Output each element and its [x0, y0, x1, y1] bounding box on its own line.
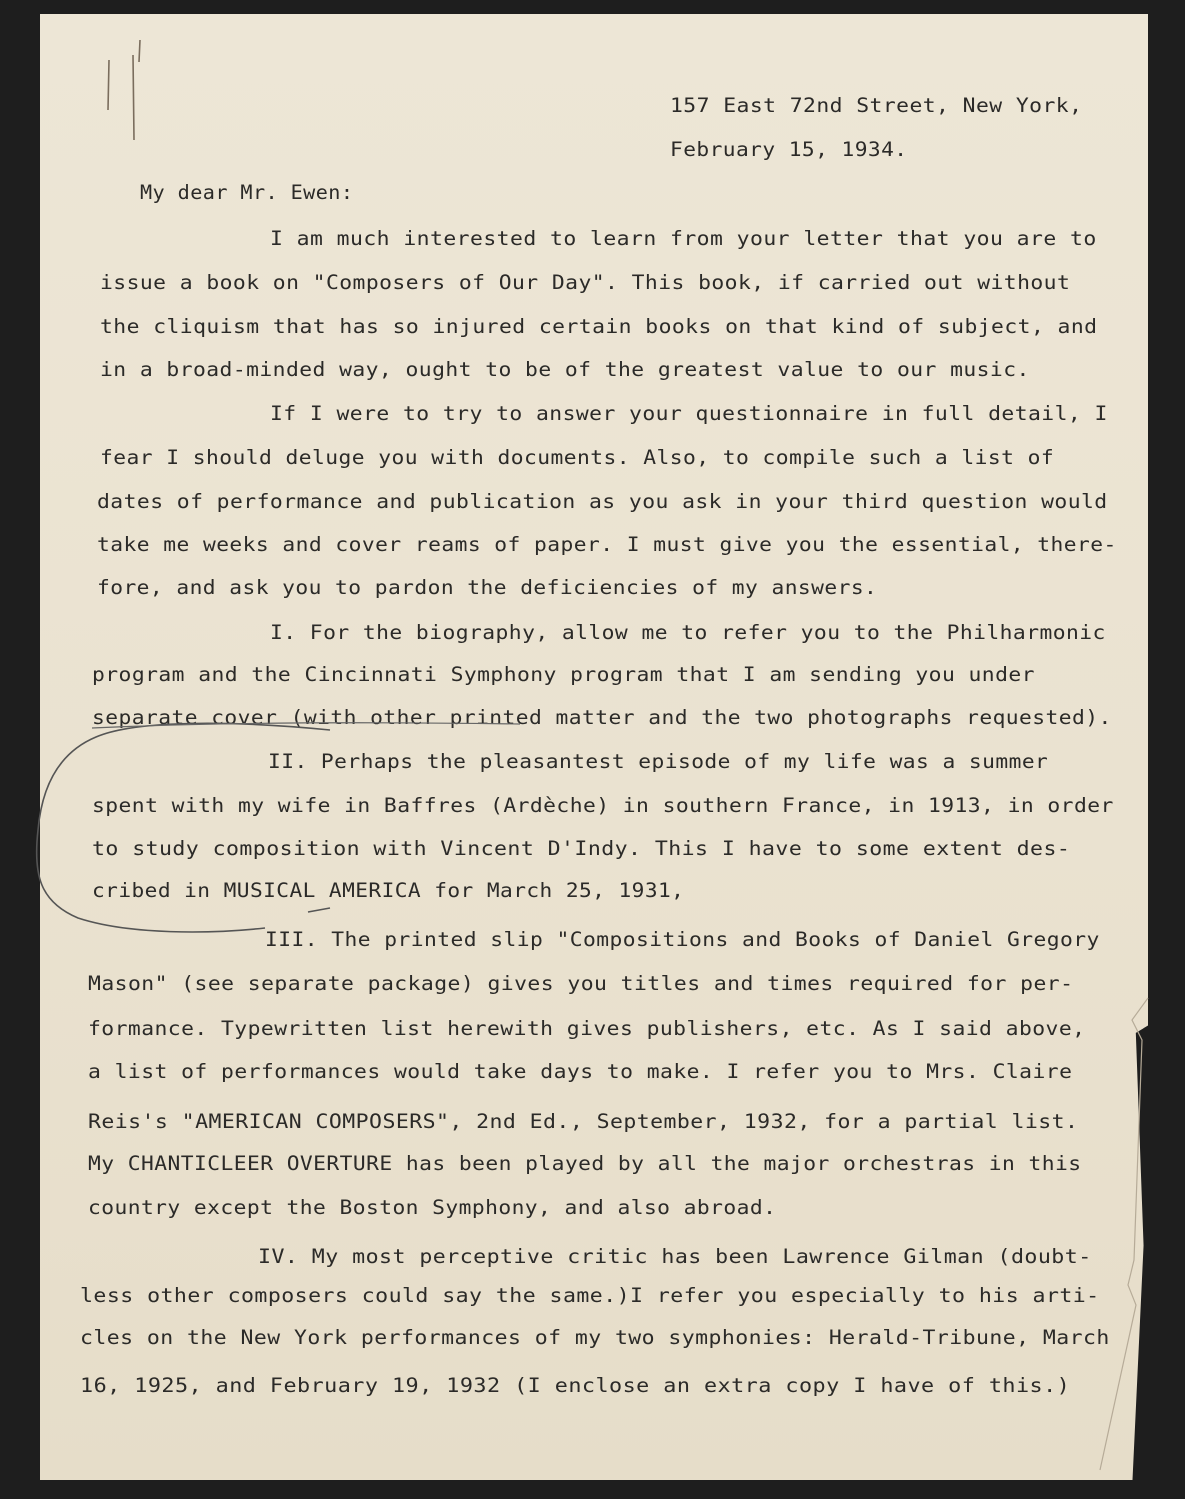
body-line: Mason" (see separate package) gives you titles and times required for per-: [88, 972, 1074, 995]
body-line: cribed in MUSICAL AMERICA for March 25, 1931,: [92, 879, 685, 902]
body-line: take me weeks and cover reams of paper. I must give you the essential, there-: [97, 533, 1117, 556]
letter-date: February 15, 1934.: [670, 138, 908, 161]
body-line: fore, and ask you to pardon the deficiencies of my answers.: [97, 576, 878, 599]
body-line: country except the Boston Symphony, and also abroad.: [88, 1196, 777, 1219]
body-line: cles on the New York performances of my two symphonies: Herald-Tribune, March: [80, 1326, 1110, 1349]
body-line: separate cover (with other printed matter and the two photographs requested).: [92, 706, 1112, 729]
body-line: II. Perhaps the pleasantest episode of my life was a summer: [268, 750, 1049, 773]
body-line: in a broad-minded way, ought to be of the greatest value to our music.: [100, 358, 1030, 381]
body-line: formance. Typewritten list herewith gives publishers, etc. As I said above,: [88, 1017, 1086, 1040]
return-address: 157 East 72nd Street, New York,: [670, 94, 1083, 117]
body-line: issue a book on "Composers of Our Day". This book, if carried out without: [100, 271, 1071, 294]
body-line: to study composition with Vincent D'Indy. This I have to some extent des-: [92, 837, 1071, 860]
body-line: the cliquism that has so injured certain books on that kind of subject, and: [100, 315, 1098, 338]
body-line: Reis's "AMERICAN COMPOSERS", 2nd Ed., September, 1932, for a partial list.: [88, 1110, 1079, 1133]
body-line: less other composers could say the same.)I refer you especially to his arti-: [80, 1284, 1100, 1307]
body-line: program and the Cincinnati Symphony program that I am sending you under: [92, 663, 1035, 686]
body-line: III. The printed slip "Compositions and Books of Daniel Gregory: [265, 928, 1100, 951]
body-line: IV. My most perceptive critic has been Lawrence Gilman (doubt-: [258, 1245, 1092, 1268]
body-line: 16, 1925, and February 19, 1932 (I enclose an extra copy I have of this.): [80, 1374, 1071, 1397]
salutation: My dear Mr. Ewen:: [140, 181, 354, 204]
body-line: dates of performance and publication as you ask in your third question would: [97, 490, 1108, 513]
body-line: spent with my wife in Baffres (Ardèche) in southern France, in 1913, in order: [92, 794, 1114, 817]
body-line: I. For the biography, allow me to refer you to the Philharmonic: [270, 621, 1106, 644]
body-line: My CHANTICLEER OVERTURE has been played by all the major orchestras in this: [88, 1152, 1082, 1175]
body-line: I am much interested to learn from your letter that you are to: [270, 227, 1097, 250]
body-line: If I were to try to answer your questionnaire in full detail, I: [270, 402, 1108, 425]
body-line: fear I should deluge you with documents. Also, to compile such a list of: [100, 446, 1055, 469]
body-line: a list of performances would take days to make. I refer you to Mrs. Claire: [88, 1060, 1073, 1083]
